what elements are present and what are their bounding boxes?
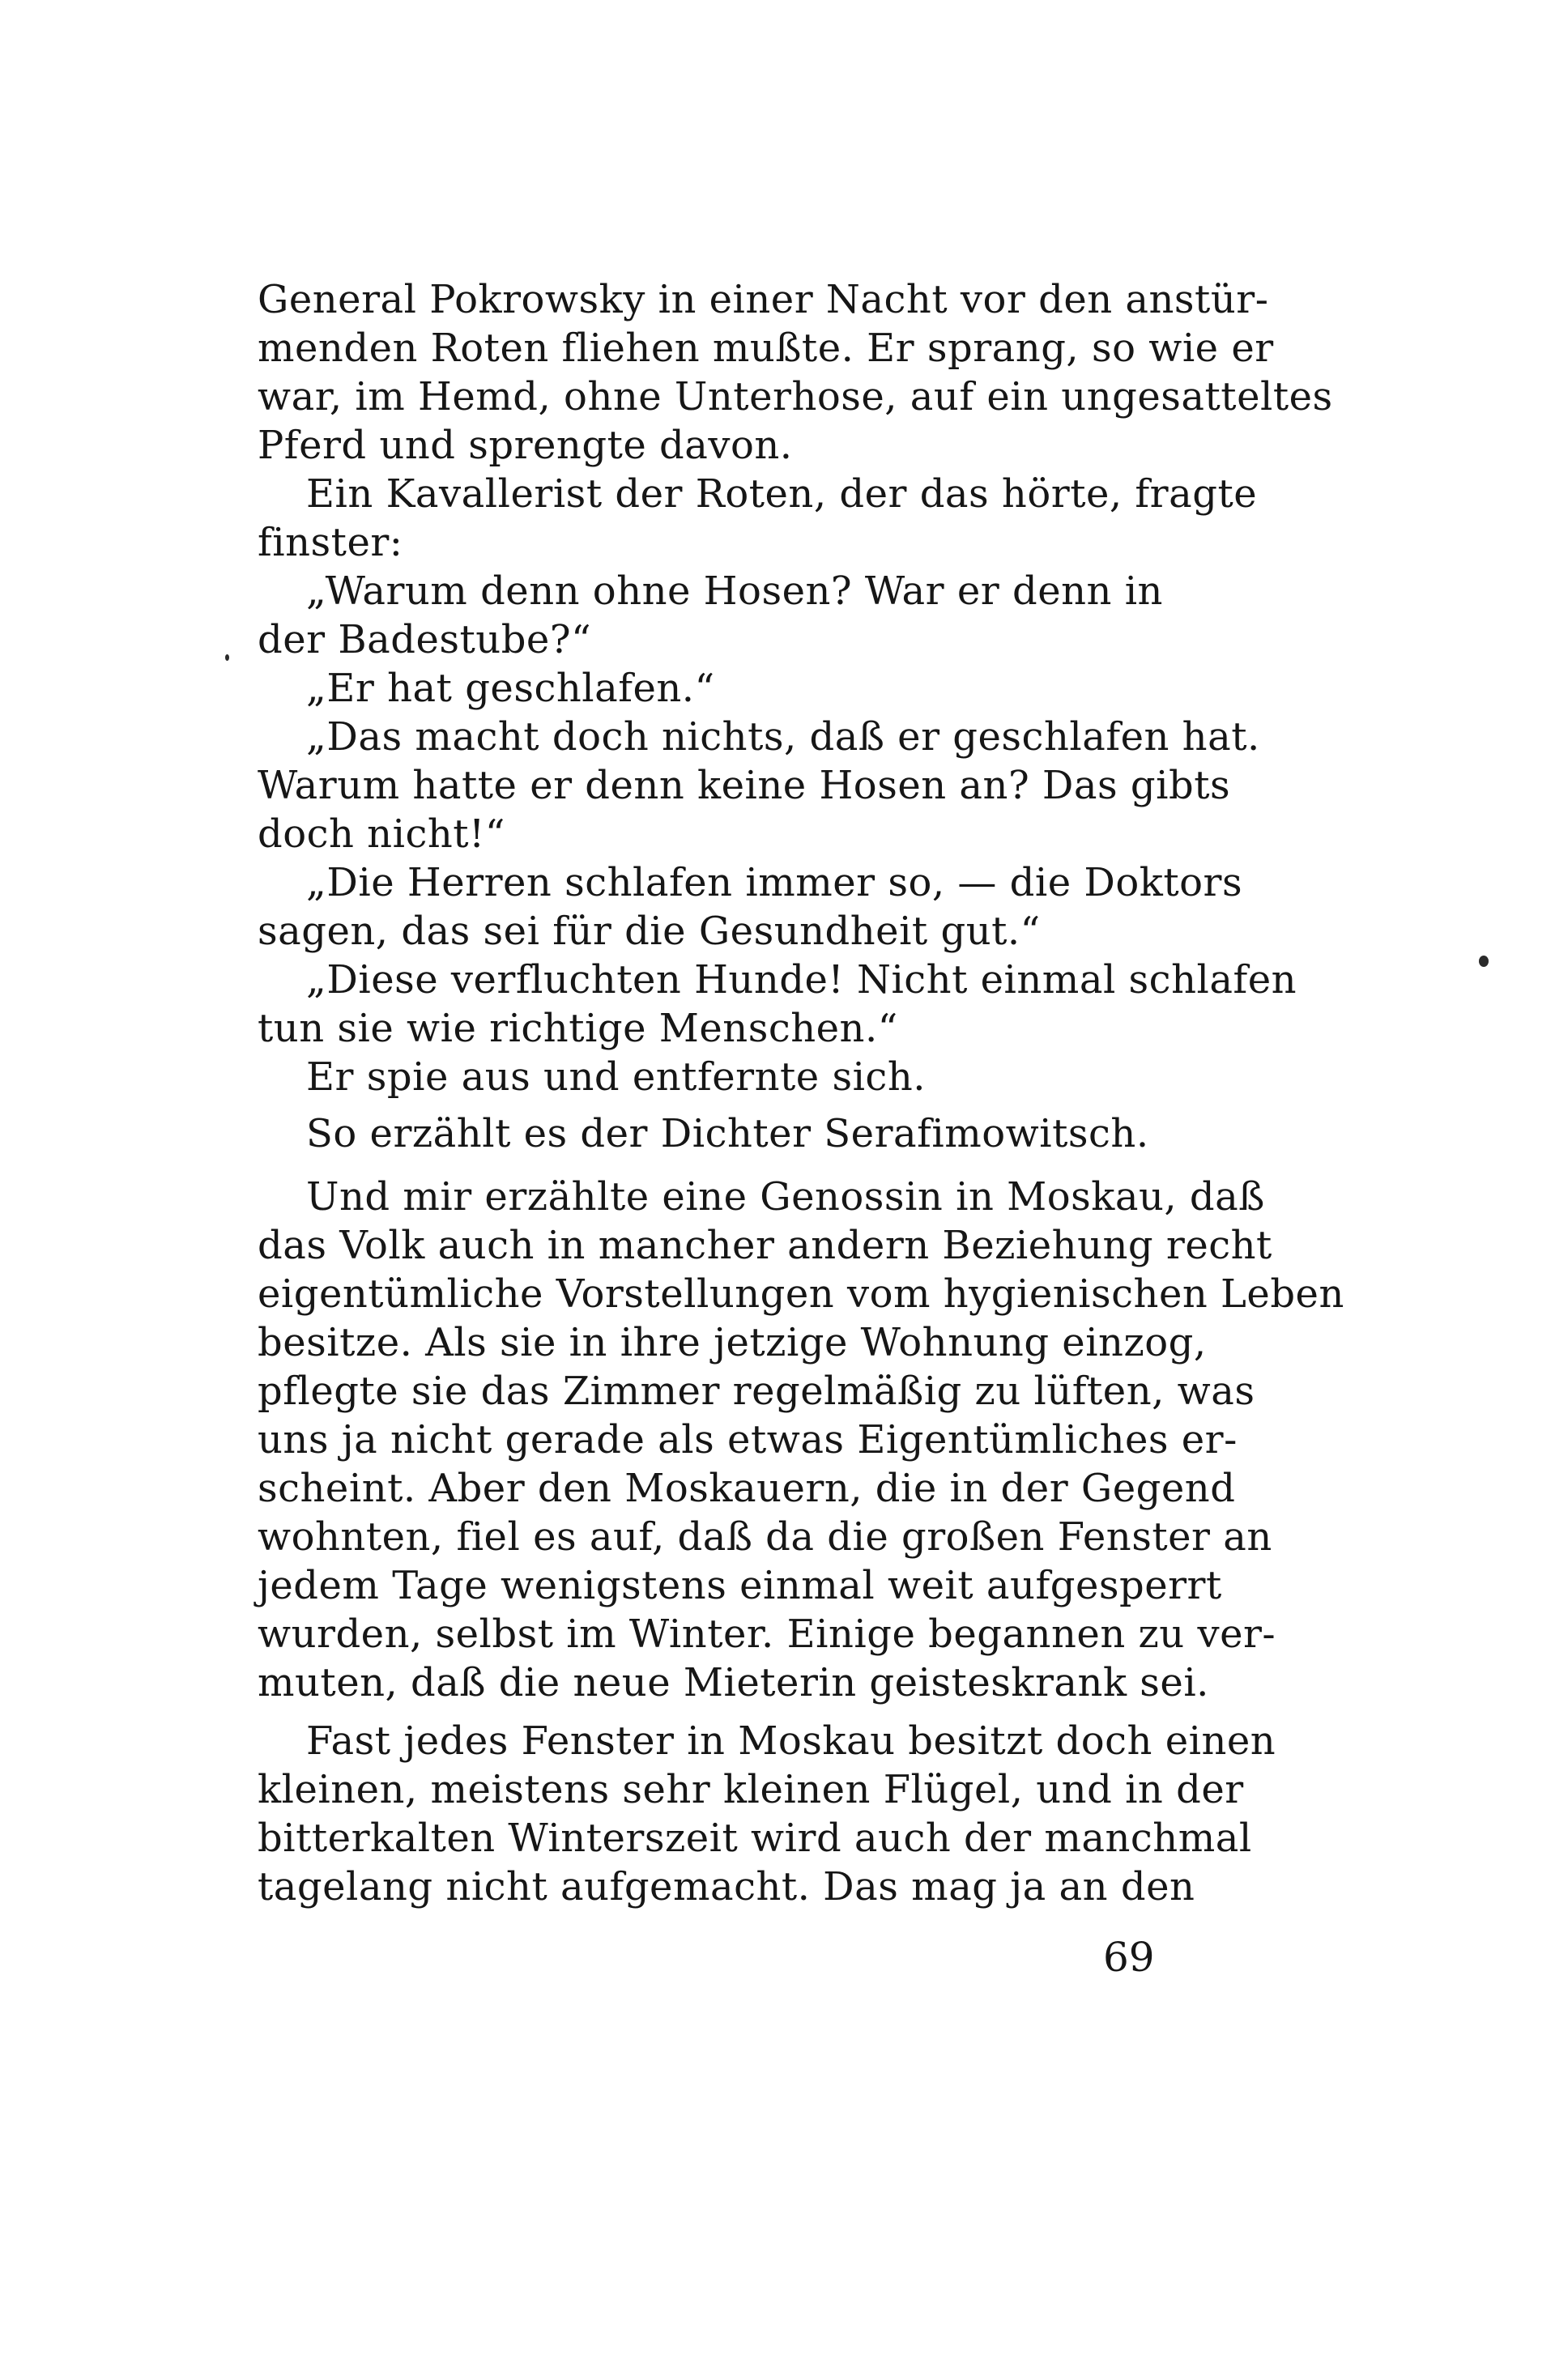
text-line: war, im Hemd, ohne Unterhose, auf ein ungesatteltes — [258, 374, 1333, 419]
text-line: sagen, das sei für die Gesundheit gut.“ — [258, 909, 1041, 954]
text-line: scheint. Aber den Moskauern, die in der Gegend — [258, 1466, 1236, 1511]
text-line: Er spie aus und entfernte sich. — [306, 1054, 926, 1100]
ink-speck-mark — [225, 654, 229, 661]
text-line: jedem Tage wenigstens einmal weit aufgesperrt — [258, 1563, 1222, 1608]
text-line: So erzählt es der Dichter Serafimowitsch. — [306, 1111, 1149, 1156]
text-line: „Er hat geschlafen.“ — [306, 666, 715, 711]
text-line: wohnten, fiel es auf, daß da die großen Fenster an — [258, 1514, 1272, 1560]
text-line: menden Roten fliehen mußte. Er sprang, so wie er — [258, 326, 1274, 371]
text-line: muten, daß die neue Mieterin geisteskrank sei. — [258, 1660, 1209, 1705]
ink-speck-mark — [1479, 956, 1489, 967]
text-line: Fast jedes Fenster in Moskau besitzt doch einen — [306, 1718, 1276, 1764]
text-line: General Pokrowsky in einer Nacht vor den anstür- — [258, 277, 1269, 322]
text-line: wurden, selbst im Winter. Einige begannen zu ver- — [258, 1612, 1276, 1657]
text-line: finster: — [258, 520, 403, 565]
text-line: tagelang nicht aufgemacht. Das mag ja an den — [258, 1864, 1195, 1910]
text-line: das Volk auch in mancher andern Beziehung recht — [258, 1223, 1272, 1268]
text-line: kleinen, meistens sehr kleinen Flügel, und in der — [258, 1767, 1244, 1812]
text-line: „Warum denn ohne Hosen? War er denn in — [306, 568, 1163, 614]
text-line: Ein Kavallerist der Roten, der das hörte, fragte — [306, 471, 1258, 517]
text-line: der Badestube?“ — [258, 617, 592, 662]
text-line: Und mir erzählte eine Genossin in Moskau, daß — [306, 1174, 1265, 1220]
text-line: pflegte sie das Zimmer regelmäßig zu lüften, was — [258, 1369, 1255, 1414]
text-line: uns ja nicht gerade als etwas Eigentümliches er- — [258, 1417, 1238, 1462]
text-line: Warum hatte er denn keine Hosen an? Das gibts — [258, 763, 1231, 808]
text-line: Pferd und sprengte davon. — [258, 423, 793, 468]
text-line: bitterkalten Winterszeit wird auch der manchmal — [258, 1816, 1252, 1861]
text-line: doch nicht!“ — [258, 811, 505, 857]
text-line: eigentümliche Vorstellungen vom hygienischen Leben — [258, 1271, 1344, 1317]
text-line: „Diese verfluchten Hunde! Nicht einmal schlafen — [306, 957, 1297, 1003]
text-line: besitze. Als sie in ihre jetzige Wohnung einzog, — [258, 1320, 1207, 1365]
text-line: tun sie wie richtige Menschen.“ — [258, 1006, 898, 1051]
text-line: „Die Herren schlafen immer so, — die Doktors — [306, 860, 1243, 905]
text-line: „Das macht doch nichts, daß er geschlafen hat. — [306, 714, 1260, 760]
page-number: 69 — [1103, 1934, 1155, 1981]
